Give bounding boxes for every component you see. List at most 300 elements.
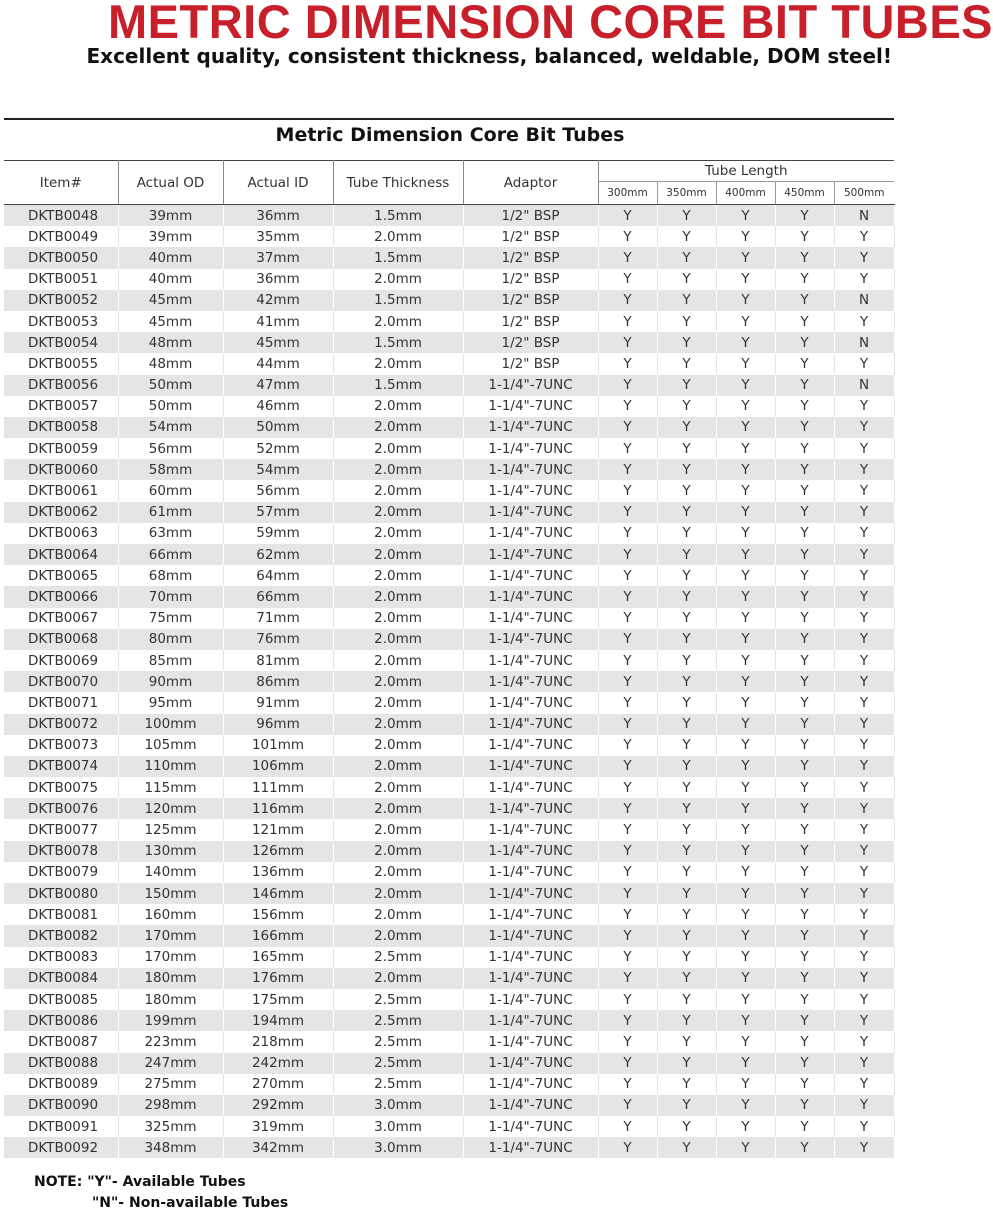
length-350-cell: Y [657, 480, 716, 501]
adaptor-cell: 1-1/4"-7UNC [463, 375, 598, 396]
length-400-cell: Y [716, 311, 775, 332]
thickness-cell: 3.0mm [333, 1095, 463, 1116]
length-350-cell: Y [657, 925, 716, 946]
length-500-cell: Y [834, 671, 894, 692]
id-cell: 46mm [223, 396, 333, 417]
length-450-cell: Y [775, 1074, 834, 1095]
adaptor-cell: 1-1/4"-7UNC [463, 862, 598, 883]
length-350-cell: Y [657, 1031, 716, 1052]
thickness-cell: 2.0mm [333, 714, 463, 735]
length-450-cell: Y [775, 714, 834, 735]
length-400-cell: Y [716, 565, 775, 586]
table-row [4, 269, 894, 290]
table-row [4, 565, 894, 586]
length-450-cell: Y [775, 841, 834, 862]
item-cell: DKTB0049 [4, 226, 118, 247]
od-cell: 170mm [118, 925, 223, 946]
item-cell: DKTB0061 [4, 480, 118, 501]
od-cell: 80mm [118, 629, 223, 650]
id-cell: 81mm [223, 650, 333, 671]
column-header-actual-id: Actual ID [223, 161, 333, 205]
table-row [4, 375, 894, 396]
thickness-cell: 2.0mm [333, 269, 463, 290]
od-cell: 75mm [118, 608, 223, 629]
od-cell: 247mm [118, 1053, 223, 1074]
length-300-cell: Y [598, 629, 657, 650]
thickness-cell: 2.0mm [333, 480, 463, 501]
length-450-cell: Y [775, 353, 834, 374]
adaptor-cell: 1-1/4"-7UNC [463, 459, 598, 480]
length-500-cell: N [834, 332, 894, 353]
length-400-cell: Y [716, 417, 775, 438]
length-350-cell: Y [657, 1116, 716, 1137]
id-cell: 270mm [223, 1074, 333, 1095]
table-row [4, 989, 894, 1010]
item-cell: DKTB0080 [4, 883, 118, 904]
length-450-cell: Y [775, 650, 834, 671]
length-500-cell: Y [834, 247, 894, 268]
length-300-cell: Y [598, 692, 657, 713]
adaptor-cell: 1-1/4"-7UNC [463, 692, 598, 713]
length-500-cell: Y [834, 925, 894, 946]
item-cell: DKTB0062 [4, 502, 118, 523]
table-row [4, 438, 894, 459]
length-300-cell: Y [598, 968, 657, 989]
length-300-cell: Y [598, 735, 657, 756]
length-400-cell: Y [716, 586, 775, 607]
item-cell: DKTB0055 [4, 353, 118, 374]
item-cell: DKTB0076 [4, 798, 118, 819]
length-400-cell: Y [716, 650, 775, 671]
table-row [4, 777, 894, 798]
length-350-cell: Y [657, 1074, 716, 1095]
thickness-cell: 2.5mm [333, 1053, 463, 1074]
od-cell: 115mm [118, 777, 223, 798]
length-350-cell: Y [657, 375, 716, 396]
length-300-cell: Y [598, 247, 657, 268]
id-cell: 101mm [223, 735, 333, 756]
length-450-cell: Y [775, 692, 834, 713]
length-500-cell: Y [834, 396, 894, 417]
length-350-cell: Y [657, 523, 716, 544]
thickness-cell: 2.0mm [333, 396, 463, 417]
table-row [4, 502, 894, 523]
table-row [4, 947, 894, 968]
od-cell: 40mm [118, 269, 223, 290]
id-cell: 66mm [223, 586, 333, 607]
length-400-cell: Y [716, 629, 775, 650]
length-450-cell: Y [775, 1116, 834, 1137]
column-header-length: 450mm [775, 182, 834, 205]
column-header-length: 400mm [716, 182, 775, 205]
length-450-cell: Y [775, 459, 834, 480]
item-cell: DKTB0087 [4, 1031, 118, 1052]
thickness-cell: 2.0mm [333, 502, 463, 523]
od-cell: 275mm [118, 1074, 223, 1095]
length-400-cell: Y [716, 438, 775, 459]
length-450-cell: Y [775, 480, 834, 501]
length-500-cell: N [834, 205, 894, 227]
adaptor-cell: 1-1/4"-7UNC [463, 1031, 598, 1052]
od-cell: 58mm [118, 459, 223, 480]
length-300-cell: Y [598, 947, 657, 968]
length-300-cell: Y [598, 1095, 657, 1116]
length-500-cell: Y [834, 650, 894, 671]
length-400-cell: Y [716, 714, 775, 735]
table-row [4, 523, 894, 544]
table-row [4, 1095, 894, 1116]
item-cell: DKTB0054 [4, 332, 118, 353]
id-cell: 111mm [223, 777, 333, 798]
length-450-cell: Y [775, 396, 834, 417]
od-cell: 298mm [118, 1095, 223, 1116]
od-cell: 40mm [118, 247, 223, 268]
adaptor-cell: 1-1/4"-7UNC [463, 480, 598, 501]
od-cell: 66mm [118, 544, 223, 565]
item-cell: DKTB0079 [4, 862, 118, 883]
length-300-cell: Y [598, 608, 657, 629]
length-350-cell: Y [657, 438, 716, 459]
id-cell: 136mm [223, 862, 333, 883]
length-350-cell: Y [657, 608, 716, 629]
length-300-cell: Y [598, 777, 657, 798]
note-non-available: "N"- Non-available Tubes [92, 1195, 289, 1211]
length-350-cell: Y [657, 735, 716, 756]
length-350-cell: Y [657, 417, 716, 438]
adaptor-cell: 1-1/4"-7UNC [463, 1053, 598, 1074]
table-row [4, 883, 894, 904]
thickness-cell: 2.0mm [333, 671, 463, 692]
length-400-cell: Y [716, 205, 775, 227]
adaptor-cell: 1/2" BSP [463, 311, 598, 332]
adaptor-cell: 1-1/4"-7UNC [463, 629, 598, 650]
item-cell: DKTB0085 [4, 989, 118, 1010]
thickness-cell: 2.0mm [333, 544, 463, 565]
od-cell: 130mm [118, 841, 223, 862]
length-300-cell: Y [598, 1116, 657, 1137]
id-cell: 41mm [223, 311, 333, 332]
thickness-cell: 2.5mm [333, 1031, 463, 1052]
item-cell: DKTB0083 [4, 947, 118, 968]
length-450-cell: Y [775, 269, 834, 290]
thickness-cell: 2.0mm [333, 968, 463, 989]
header-divider [4, 118, 894, 120]
length-350-cell: Y [657, 1095, 716, 1116]
id-cell: 44mm [223, 353, 333, 374]
length-400-cell: Y [716, 1116, 775, 1137]
adaptor-cell: 1-1/4"-7UNC [463, 502, 598, 523]
length-300-cell: Y [598, 904, 657, 925]
thickness-cell: 2.0mm [333, 353, 463, 374]
length-300-cell: Y [598, 375, 657, 396]
table-row [4, 756, 894, 777]
adaptor-cell: 1-1/4"-7UNC [463, 650, 598, 671]
length-400-cell: Y [716, 989, 775, 1010]
length-400-cell: Y [716, 608, 775, 629]
length-400-cell: Y [716, 1031, 775, 1052]
od-cell: 68mm [118, 565, 223, 586]
item-cell: DKTB0067 [4, 608, 118, 629]
id-cell: 52mm [223, 438, 333, 459]
thickness-cell: 2.0mm [333, 925, 463, 946]
adaptor-cell: 1-1/4"-7UNC [463, 883, 598, 904]
length-400-cell: Y [716, 798, 775, 819]
availability-note [34, 1172, 288, 1214]
length-300-cell: Y [598, 1010, 657, 1031]
core-bit-tubes-table [4, 160, 895, 1158]
thickness-cell: 1.5mm [333, 375, 463, 396]
item-cell: DKTB0048 [4, 205, 118, 227]
length-300-cell: Y [598, 650, 657, 671]
table-row [4, 650, 894, 671]
id-cell: 57mm [223, 502, 333, 523]
length-400-cell: Y [716, 459, 775, 480]
item-cell: DKTB0081 [4, 904, 118, 925]
adaptor-cell: 1-1/4"-7UNC [463, 947, 598, 968]
adaptor-cell: 1-1/4"-7UNC [463, 819, 598, 840]
length-500-cell: Y [834, 1053, 894, 1074]
od-cell: 180mm [118, 968, 223, 989]
table-row [4, 396, 894, 417]
length-350-cell: Y [657, 586, 716, 607]
id-cell: 342mm [223, 1137, 333, 1158]
length-450-cell: Y [775, 586, 834, 607]
length-500-cell: Y [834, 1010, 894, 1031]
item-cell: DKTB0059 [4, 438, 118, 459]
length-450-cell: Y [775, 1010, 834, 1031]
column-header-item: Item# [4, 161, 118, 205]
thickness-cell: 1.5mm [333, 290, 463, 311]
length-300-cell: Y [598, 396, 657, 417]
length-300-cell: Y [598, 332, 657, 353]
column-header-length: 350mm [657, 182, 716, 205]
item-cell: DKTB0066 [4, 586, 118, 607]
od-cell: 180mm [118, 989, 223, 1010]
length-400-cell: Y [716, 353, 775, 374]
length-500-cell: Y [834, 311, 894, 332]
length-400-cell: Y [716, 947, 775, 968]
thickness-cell: 2.0mm [333, 819, 463, 840]
thickness-cell: 2.0mm [333, 565, 463, 586]
length-300-cell: Y [598, 586, 657, 607]
table-row [4, 714, 894, 735]
length-400-cell: Y [716, 332, 775, 353]
thickness-cell: 2.0mm [333, 756, 463, 777]
length-450-cell: Y [775, 947, 834, 968]
table-row [4, 332, 894, 353]
thickness-cell: 2.0mm [333, 438, 463, 459]
od-cell: 348mm [118, 1137, 223, 1158]
adaptor-cell: 1-1/4"-7UNC [463, 608, 598, 629]
length-400-cell: Y [716, 1095, 775, 1116]
length-500-cell: Y [834, 353, 894, 374]
length-300-cell: Y [598, 925, 657, 946]
id-cell: 292mm [223, 1095, 333, 1116]
length-350-cell: Y [657, 777, 716, 798]
length-500-cell: Y [834, 629, 894, 650]
length-450-cell: Y [775, 608, 834, 629]
length-300-cell: Y [598, 459, 657, 480]
item-cell: DKTB0056 [4, 375, 118, 396]
adaptor-cell: 1-1/4"-7UNC [463, 1116, 598, 1137]
od-cell: 54mm [118, 417, 223, 438]
length-500-cell: Y [834, 1031, 894, 1052]
length-450-cell: Y [775, 205, 834, 227]
length-400-cell: Y [716, 1010, 775, 1031]
length-350-cell: Y [657, 671, 716, 692]
length-400-cell: Y [716, 1074, 775, 1095]
length-500-cell: N [834, 290, 894, 311]
length-400-cell: Y [716, 841, 775, 862]
length-450-cell: Y [775, 565, 834, 586]
length-300-cell: Y [598, 756, 657, 777]
od-cell: 170mm [118, 947, 223, 968]
table-row [4, 353, 894, 374]
length-450-cell: Y [775, 735, 834, 756]
adaptor-cell: 1/2" BSP [463, 269, 598, 290]
length-350-cell: Y [657, 205, 716, 227]
length-350-cell: Y [657, 968, 716, 989]
length-500-cell: Y [834, 714, 894, 735]
length-350-cell: Y [657, 459, 716, 480]
thickness-cell: 2.0mm [333, 841, 463, 862]
id-cell: 71mm [223, 608, 333, 629]
thickness-cell: 2.5mm [333, 947, 463, 968]
length-500-cell: Y [834, 1137, 894, 1158]
length-300-cell: Y [598, 290, 657, 311]
thickness-cell: 2.0mm [333, 862, 463, 883]
id-cell: 62mm [223, 544, 333, 565]
od-cell: 125mm [118, 819, 223, 840]
table-row [4, 841, 894, 862]
od-cell: 95mm [118, 692, 223, 713]
length-450-cell: Y [775, 756, 834, 777]
length-400-cell: Y [716, 375, 775, 396]
adaptor-cell: 1-1/4"-7UNC [463, 714, 598, 735]
table-row [4, 1137, 894, 1158]
length-400-cell: Y [716, 692, 775, 713]
length-300-cell: Y [598, 438, 657, 459]
length-500-cell: Y [834, 798, 894, 819]
item-cell: DKTB0075 [4, 777, 118, 798]
od-cell: 61mm [118, 502, 223, 523]
od-cell: 39mm [118, 226, 223, 247]
table-row [4, 205, 894, 227]
length-450-cell: Y [775, 544, 834, 565]
length-300-cell: Y [598, 565, 657, 586]
table-row [4, 862, 894, 883]
length-500-cell: Y [834, 862, 894, 883]
length-400-cell: Y [716, 862, 775, 883]
id-cell: 76mm [223, 629, 333, 650]
thickness-cell: 2.5mm [333, 1074, 463, 1095]
length-500-cell: Y [834, 819, 894, 840]
thickness-cell: 2.0mm [333, 798, 463, 819]
length-450-cell: Y [775, 247, 834, 268]
length-450-cell: Y [775, 629, 834, 650]
item-cell: DKTB0070 [4, 671, 118, 692]
id-cell: 116mm [223, 798, 333, 819]
id-cell: 42mm [223, 290, 333, 311]
item-cell: DKTB0073 [4, 735, 118, 756]
od-cell: 150mm [118, 883, 223, 904]
table-row [4, 1031, 894, 1052]
adaptor-cell: 1-1/4"-7UNC [463, 735, 598, 756]
length-300-cell: Y [598, 1137, 657, 1158]
length-300-cell: Y [598, 819, 657, 840]
length-350-cell: Y [657, 650, 716, 671]
table-row [4, 735, 894, 756]
thickness-cell: 2.0mm [333, 417, 463, 438]
length-350-cell: Y [657, 819, 716, 840]
length-500-cell: Y [834, 735, 894, 756]
thickness-cell: 2.0mm [333, 523, 463, 544]
id-cell: 45mm [223, 332, 333, 353]
length-350-cell: Y [657, 629, 716, 650]
adaptor-cell: 1-1/4"-7UNC [463, 925, 598, 946]
thickness-cell: 2.0mm [333, 629, 463, 650]
length-300-cell: Y [598, 544, 657, 565]
id-cell: 64mm [223, 565, 333, 586]
od-cell: 223mm [118, 1031, 223, 1052]
od-cell: 63mm [118, 523, 223, 544]
id-cell: 218mm [223, 1031, 333, 1052]
item-cell: DKTB0082 [4, 925, 118, 946]
length-400-cell: Y [716, 904, 775, 925]
id-cell: 47mm [223, 375, 333, 396]
adaptor-cell: 1/2" BSP [463, 247, 598, 268]
length-450-cell: Y [775, 798, 834, 819]
adaptor-cell: 1-1/4"-7UNC [463, 798, 598, 819]
length-350-cell: Y [657, 269, 716, 290]
od-cell: 50mm [118, 396, 223, 417]
length-300-cell: Y [598, 1074, 657, 1095]
adaptor-cell: 1-1/4"-7UNC [463, 756, 598, 777]
length-350-cell: Y [657, 904, 716, 925]
adaptor-cell: 1-1/4"-7UNC [463, 777, 598, 798]
length-500-cell: Y [834, 777, 894, 798]
id-cell: 59mm [223, 523, 333, 544]
length-350-cell: Y [657, 544, 716, 565]
item-cell: DKTB0072 [4, 714, 118, 735]
table-row [4, 904, 894, 925]
length-400-cell: Y [716, 671, 775, 692]
od-cell: 110mm [118, 756, 223, 777]
length-450-cell: Y [775, 417, 834, 438]
length-300-cell: Y [598, 353, 657, 374]
page-subtitle: Excellent quality, consistent thickness, balanced, weldable, DOM steel! [86, 44, 892, 68]
id-cell: 91mm [223, 692, 333, 713]
od-cell: 45mm [118, 290, 223, 311]
length-400-cell: Y [716, 226, 775, 247]
thickness-cell: 2.0mm [333, 777, 463, 798]
id-cell: 35mm [223, 226, 333, 247]
id-cell: 106mm [223, 756, 333, 777]
length-500-cell: Y [834, 417, 894, 438]
length-500-cell: Y [834, 544, 894, 565]
length-300-cell: Y [598, 883, 657, 904]
length-350-cell: Y [657, 1010, 716, 1031]
length-450-cell: Y [775, 777, 834, 798]
length-500-cell: Y [834, 226, 894, 247]
length-450-cell: Y [775, 925, 834, 946]
column-header-length: 300mm [598, 182, 657, 205]
length-500-cell: N [834, 375, 894, 396]
item-cell: DKTB0074 [4, 756, 118, 777]
table-row [4, 671, 894, 692]
length-350-cell: Y [657, 1137, 716, 1158]
length-450-cell: Y [775, 1031, 834, 1052]
